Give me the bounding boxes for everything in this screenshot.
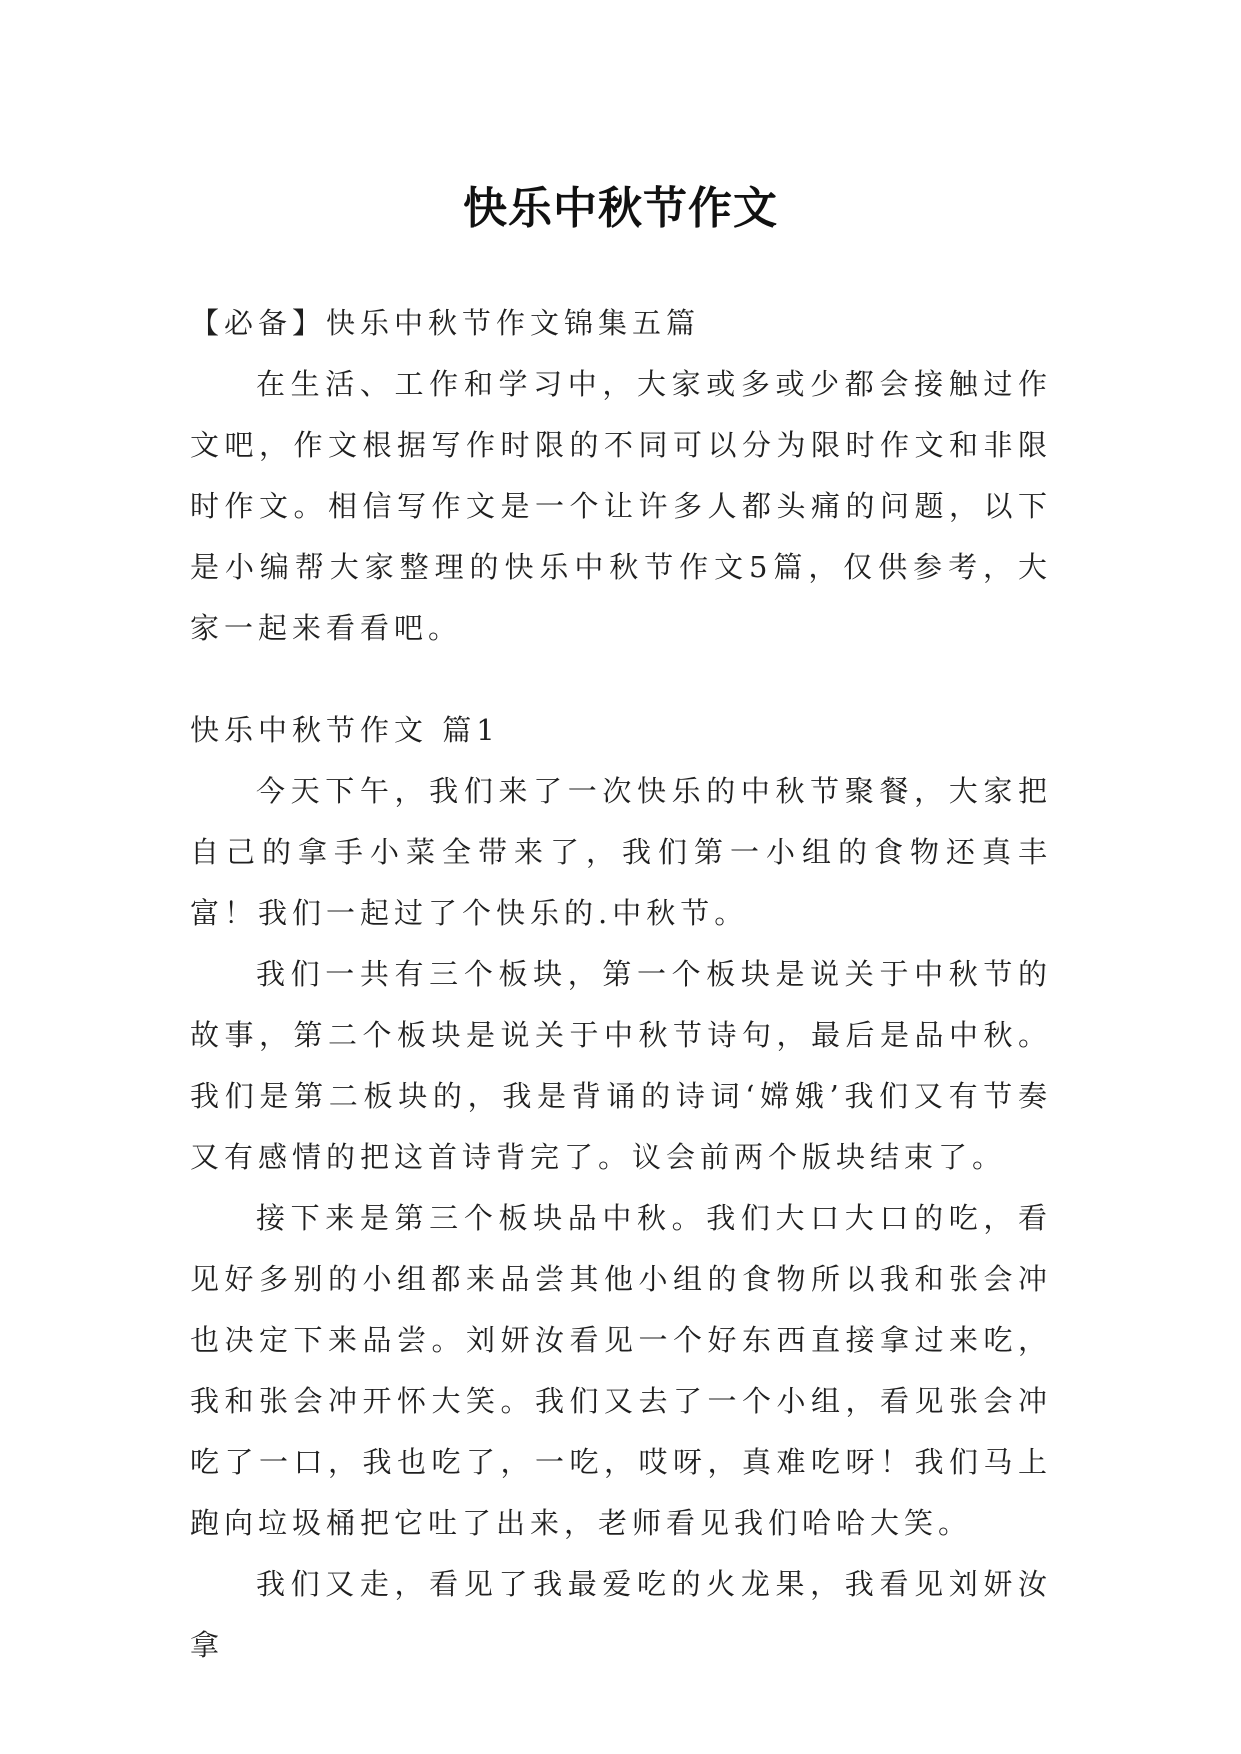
intro-paragraph: 在生活、工作和学习中，大家或多或少都会接触过作文吧，作文根据写作时限的不同可以分为限时作文和非限时作文。相信写作文是一个让许多人都头痛的问题，以下是小编帮大家整理的快乐中秋节作文5篇，仅供参考，大家一起来看看吧。 [190,367,1052,645]
section-1-paragraph-1: 今天下午，我们来了一次快乐的中秋节聚餐，大家把自己的拿手小菜全带来了，我们第一小组的食物还真丰富！我们一起过了个快乐的.中秋节。 [190,774,1052,930]
essay-section-1 [190,700,1052,1676]
collection-heading: 【必备】快乐中秋节作文锦集五篇 [190,306,701,340]
section-1-paragraph-3: 接下来是第三个板块品中秋。我们大口大口的吃，看见好多别的小组都来品尝其他小组的食物所以我和张会冲也决定下来品尝。刘妍汝看见一个好东西直接拿过来吃，我和张会冲开怀大笑。我们又去了一个小组，看见张会冲吃了一口，我也吃了，一吃，哎呀，真难吃呀！我们马上跑向垃圾桶把它吐了出来，老师看见我们哈哈大笑。 [190,1201,1052,1540]
document-title: 快乐中秋节作文 [463,183,778,235]
section-1-paragraph-4: 我们又走，看见了我最爱吃的火龙果，我看见刘妍汝拿 [190,1567,1052,1662]
section-1-heading: 快乐中秋节作文 篇1 [190,713,500,747]
section-1-paragraph-2: 我们一共有三个板块，第一个板块是说关于中秋节的故事，第二个板块是说关于中秋节诗句，最后是品中秋。我们是第二板块的，我是背诵的诗词‘嫦娥’我们又有节奏又有感情的把这首诗背完了。议会前两个版块结束了。 [190,957,1052,1174]
intro-section [190,293,1052,659]
